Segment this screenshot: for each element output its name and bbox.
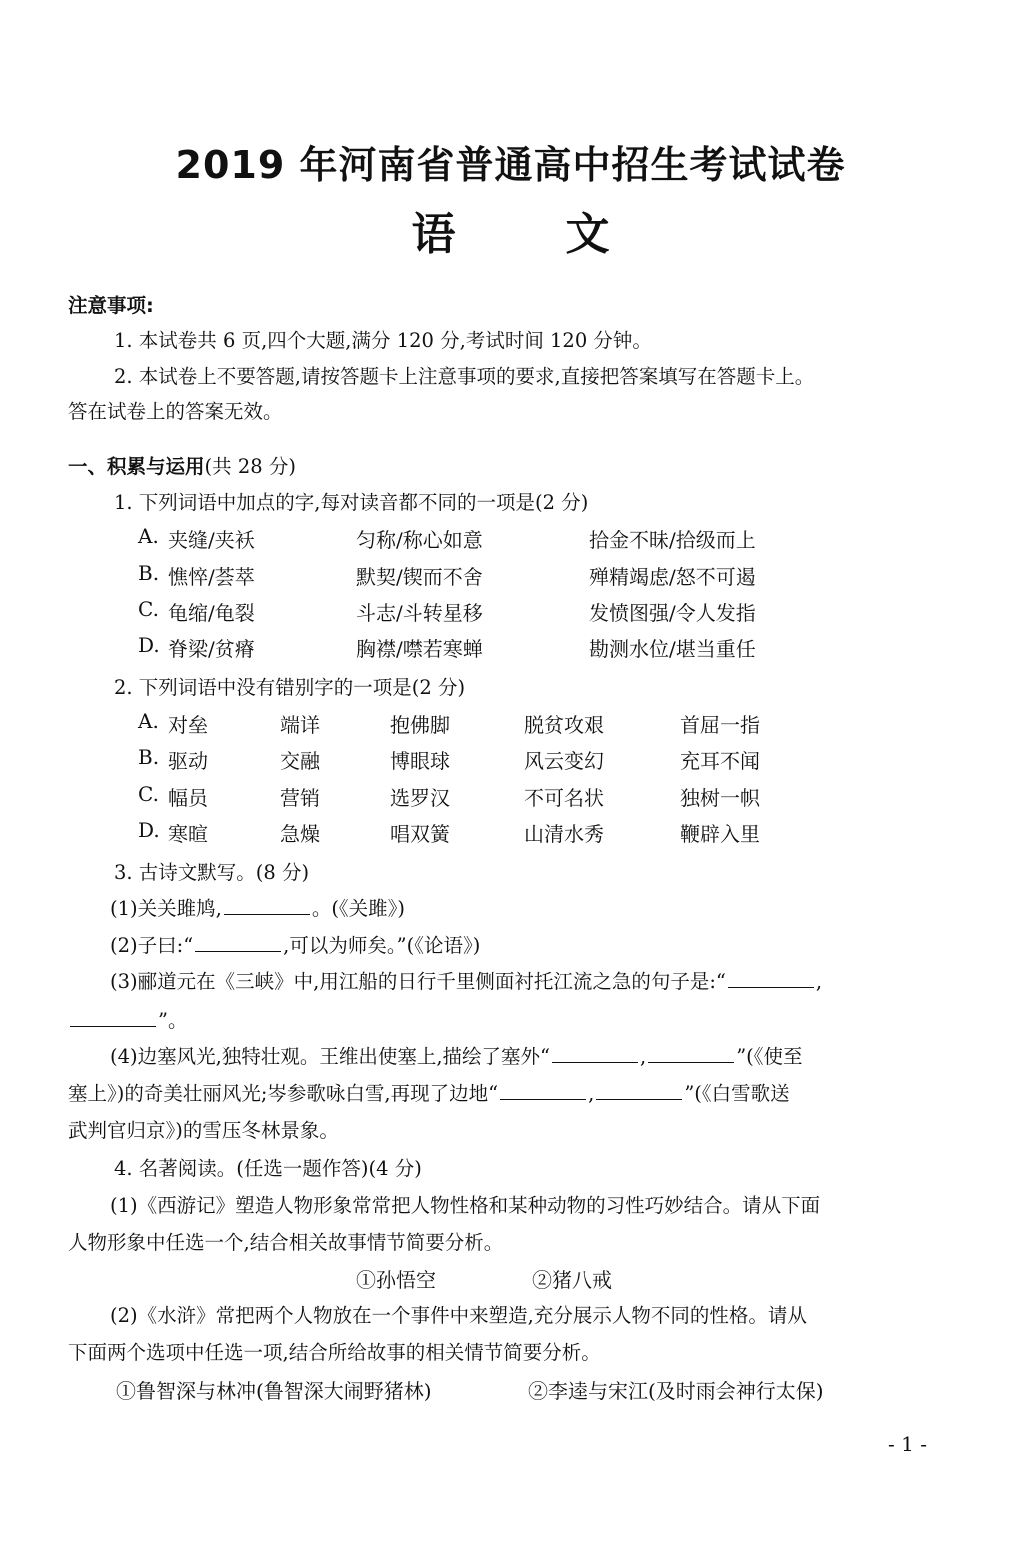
answer-blank <box>500 1098 586 1100</box>
q2-stem: 2. 下列词语中没有错别字的一项是(2 分) <box>114 676 466 699</box>
q1-stem: 1. 下列词语中加点的字,每对读音都不同的一项是(2 分) <box>114 491 589 514</box>
answer-blank <box>552 1061 638 1063</box>
q3-part-4-line2 <box>68 1078 790 1106</box>
q3-part-3 <box>110 966 822 994</box>
q4-part-2-option-1: ①鲁智深与林冲(鲁智深大闹野猪林) <box>116 1379 432 1403</box>
q3-part-1 <box>110 893 405 921</box>
option-label: C. <box>138 782 159 806</box>
answer-blank <box>70 1025 156 1027</box>
option-word-pair: 夹缝/夹袄 <box>168 528 255 552</box>
option-word-pair: 匀称/称心如意 <box>356 528 483 552</box>
option-label: D. <box>138 818 160 842</box>
option-word: 对垒 <box>168 713 208 737</box>
q3-part-1-source: 。(《关雎》) <box>311 897 406 920</box>
option-word-pair: 默契/锲而不舍 <box>356 565 483 589</box>
answer-blank <box>728 986 814 988</box>
option-word: 驱动 <box>168 749 208 773</box>
option-word: 充耳不闻 <box>680 749 760 773</box>
option-word: 独树一帜 <box>680 786 760 810</box>
q3-part-4-source: ”(《使至 <box>736 1045 803 1068</box>
option-word: 营销 <box>280 786 320 810</box>
answer-blank <box>648 1061 734 1063</box>
option-word: 风云变幻 <box>524 749 604 773</box>
notice-heading: 注意事项: <box>68 294 154 317</box>
page-number: - 1 - <box>888 1432 927 1456</box>
answer-blank <box>195 950 281 952</box>
option-word: 幅员 <box>168 786 208 810</box>
q4-part-1: (1)《西游记》塑造人物形象常常把人物性格和某种动物的习性巧妙结合。请从下面 <box>110 1194 821 1217</box>
option-word: 端详 <box>280 713 320 737</box>
q4-part-1-cont: 人物形象中任选一个,结合相关故事情节简要分析。 <box>68 1231 504 1254</box>
answer-blank <box>224 913 310 915</box>
q3-part-4 <box>110 1041 803 1069</box>
option-word-pair: 发愤图强/令人发指 <box>589 601 756 625</box>
option-word: 不可名状 <box>524 786 604 810</box>
q4-part-1-option-2: ②猪八戒 <box>532 1268 612 1292</box>
answer-blank <box>596 1098 682 1100</box>
option-word-pair: 拾金不昧/拾级而上 <box>589 528 756 552</box>
option-word-pair: 胸襟/噤若寒蝉 <box>356 637 483 661</box>
q3-stem: 3. 古诗文默写。(8 分) <box>114 861 310 884</box>
section-score: (共 28 分) <box>204 455 296 478</box>
q3-part-2-source: ,可以为师矣。”(《论语》) <box>283 934 481 957</box>
option-label: B. <box>138 745 160 769</box>
notice-item-2: 2. 本试卷上不要答题,请按答题卡上注意事项的要求,直接把答案填写在答题卡上。 <box>114 365 815 388</box>
option-word-pair: 勘测水位/堪当重任 <box>589 637 756 661</box>
q3-part-4-comma: , <box>588 1082 595 1105</box>
option-word: 首屈一指 <box>680 713 760 737</box>
exam-title: 2019 年河南省普通高中招生考试试卷 <box>175 143 846 187</box>
option-word: 抱佛脚 <box>390 713 450 737</box>
q3-part-1-text: (1)关关雎鸠, <box>110 897 222 920</box>
section-title: 一、积累与运用 <box>68 455 205 478</box>
option-word-pair: 龟缩/龟裂 <box>168 601 255 625</box>
option-label: B. <box>138 561 160 585</box>
section-heading <box>68 451 296 479</box>
option-word: 寒暄 <box>168 822 208 846</box>
option-word-pair: 憔悴/荟萃 <box>168 565 255 589</box>
option-word: 山清水秀 <box>524 822 604 846</box>
option-label: C. <box>138 597 159 621</box>
q4-stem: 4. 名著阅读。(任选一题作答)(4 分) <box>114 1157 422 1180</box>
option-label: A. <box>138 524 159 548</box>
option-word-pair: 脊梁/贫瘠 <box>168 637 255 661</box>
q3-part-3-cont <box>68 1005 187 1033</box>
q3-part-4-text-2: 塞上》)的奇美壮丽风光;岑参歌咏白雪,再现了边地“ <box>68 1082 499 1105</box>
option-word: 急燥 <box>280 822 320 846</box>
q4-part-2-option-2: ②李逵与宋江(及时雨会神行太保) <box>528 1379 824 1403</box>
option-word: 唱双簧 <box>390 822 450 846</box>
option-word: 鞭辟入里 <box>680 822 760 846</box>
notice-item-1: 1. 本试卷共 6 页,四个大题,满分 120 分,考试时间 120 分钟。 <box>114 329 652 352</box>
q3-part-2 <box>110 930 480 958</box>
q3-part-4-line3: 武判官归京》)的雪压冬林景象。 <box>68 1119 339 1142</box>
option-word: 交融 <box>280 749 320 773</box>
q3-part-3-text: (3)郦道元在《三峡》中,用江船的日行千里侧面衬托江流之急的句子是:“ <box>110 970 726 993</box>
option-label: A. <box>138 709 159 733</box>
option-label: D. <box>138 633 160 657</box>
option-word-pair: 殚精竭虑/怒不可遏 <box>589 565 756 589</box>
option-word: 博眼球 <box>390 749 450 773</box>
q3-part-3-comma: , <box>815 970 823 993</box>
q3-part-3-end: ”。 <box>158 1009 188 1032</box>
q4-part-2-cont: 下面两个选项中任选一项,结合所给故事的相关情节简要分析。 <box>68 1341 601 1364</box>
option-word-pair: 斗志/斗转星移 <box>356 601 483 625</box>
q3-part-2-text: (2)子曰:“ <box>110 934 194 957</box>
notice-item-2-cont: 答在试卷上的答案无效。 <box>68 400 283 423</box>
q3-part-4-comma: , <box>640 1045 647 1068</box>
q4-part-2: (2)《水浒》常把两个人物放在一个事件中来塑造,充分展示人物不同的性格。请从 <box>110 1304 807 1327</box>
subject-title: 语文 <box>411 209 720 260</box>
q3-part-4-text: (4)边塞风光,独特壮观。王维出使塞上,描绘了塞外“ <box>110 1045 550 1068</box>
option-word: 选罗汉 <box>390 786 450 810</box>
q4-part-1-option-1: ①孙悟空 <box>356 1268 436 1292</box>
option-word: 脱贫攻艰 <box>524 713 604 737</box>
q3-part-4-source-2: ”(《白雪歌送 <box>684 1082 790 1105</box>
